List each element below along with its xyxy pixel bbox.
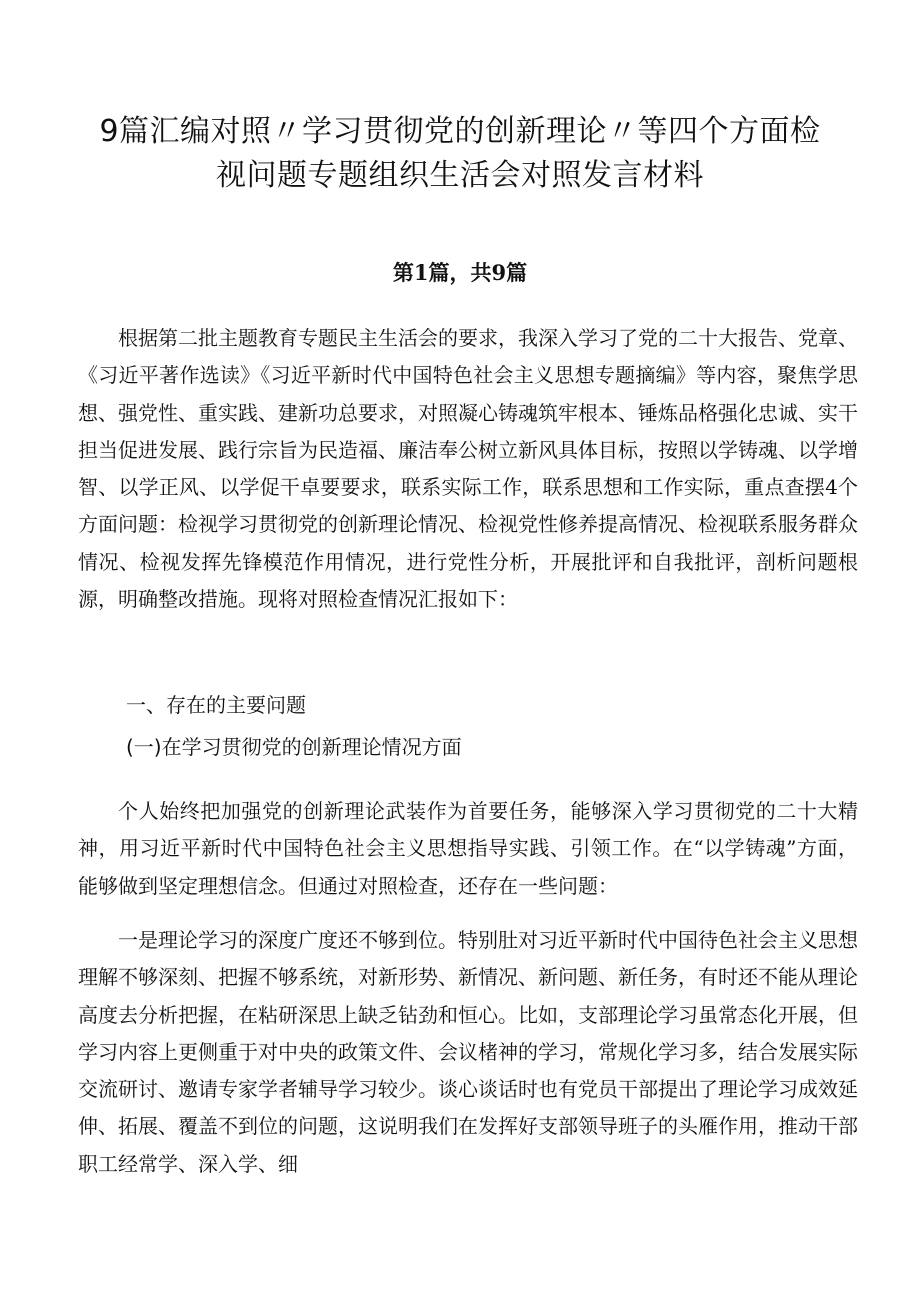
section-heading: 一、存在的主要问题 — [126, 693, 306, 717]
problem-paragraph: 一是理论学习的深度广度还不够到位。特别肚对习近平新时代中国待色社会主义思想理解不够深刻、把握不够系统，对新形势、新情况、新问题、新任务，有时还不能从理论高度去分析把握，在粘研深思上缺乏钻劲和恒心。比如，支部理论学习虽常态化开展，但学习内容上更侧重于对中央的政策文件、会议楮神的学习，常规化学习多，结合发展实际交流研讨、邀请专家学者辅导学习较少。谈心谈话时也有党员干部提出了理论学习成效延伸、拓展、覆盖不到位的问题，这说明我们在发挥好支部领导班子的头雁作用，推动干部职工经常学、深入学、细 — [78, 928, 858, 1176]
document-title — [60, 110, 860, 198]
subsection-heading: (一)在学习贯彻党的创新理论情况方面 — [126, 735, 462, 759]
intro-paragraph: 根据第二批主题教育专题民主生活会的要求，我深入学习了党的二十大报告、党章、《习近平著作选读》《习近平新时代中国特色社会主义思想专题摘编》等内容，聚焦学思想、强党性、重实践、建新功总要求，对照凝心铸魂筑牢根本、锤炼品格强化忠诚、实干担当促进发展、践行宗旨为民造福、廉洁奉公树立新风具体目标，按照以学铸魂、以学增智、以学正风、以学促干卓要要求，联系实际工作，联系思想和工作实际，重点查摆4个方面问题：检视学习贯彻党的创新理论情况、检视党性修养提高情况、检视联系服务群众情况、检视发挥先锋模范作用情况，进行党性分析，开展批评和自我批评，剖析问题根源，明确整改措施。现将对照检查情况汇报如下： — [78, 326, 858, 612]
theory-paragraph: 个人始终把加强党的创新理论武装作为首要任务，能够深入学习贯彻党的二十大精神，用习近平新时代中国特色社会主义思想指导实践、引领工作。在“以学铸魂”方面，能够做到坚定理想信念。但通过对照检查，还存在一些问题： — [78, 799, 858, 898]
document-title-line-2: 视问题专题组织生活会对照发言材料 — [216, 158, 704, 193]
article-counter: 第1篇，共9篇 — [392, 260, 528, 285]
document-title-line-1: 9篇汇编对照〃学习贯彻党的创新理论〃等四个方面检 — [99, 114, 821, 149]
